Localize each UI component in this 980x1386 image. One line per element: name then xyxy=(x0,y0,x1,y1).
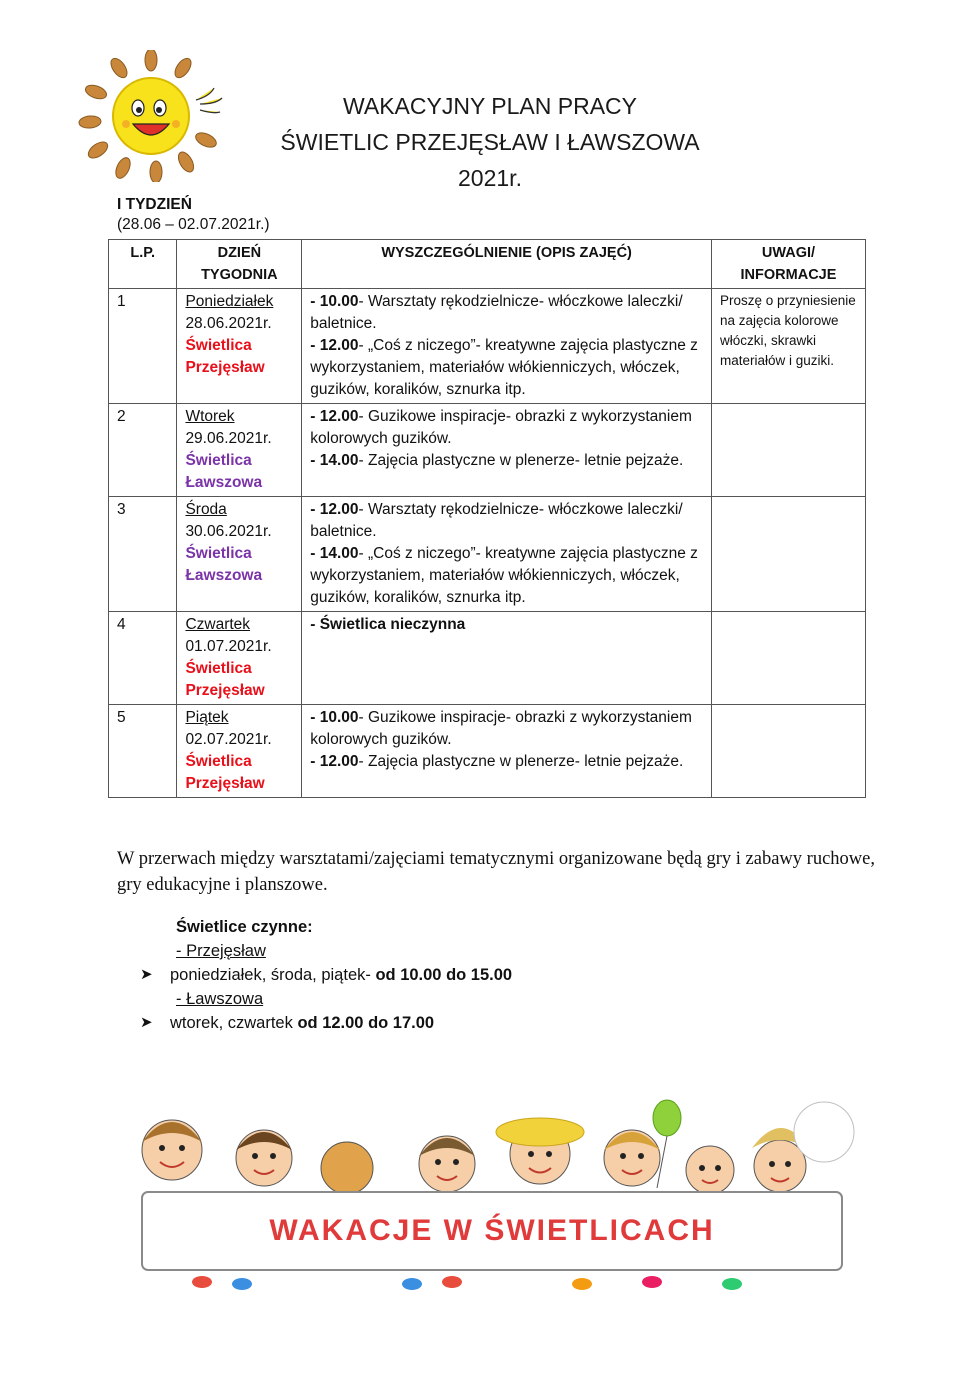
cell-lp: 4 xyxy=(109,612,177,705)
day-date: 29.06.2021r. xyxy=(185,430,272,447)
cell-description xyxy=(302,612,712,705)
cell-description xyxy=(302,497,712,612)
cell-description xyxy=(302,404,712,497)
cell-lp: 5 xyxy=(109,705,177,798)
schedule-table xyxy=(108,239,866,798)
hours-days: wtorek, czwartek xyxy=(170,1014,298,1032)
week-range: (28.06 – 02.07.2021r.) xyxy=(117,216,270,233)
table-row xyxy=(109,289,866,404)
hours-heading: Świetlice czynne: xyxy=(176,918,313,936)
day-name: Czwartek xyxy=(185,616,251,633)
children-feet xyxy=(192,1276,742,1290)
hours-days: poniedziałek, środa, piątek- xyxy=(170,966,376,984)
hours-item-przejeslaw xyxy=(140,963,512,987)
cell-notes xyxy=(711,404,865,497)
hours-time: od 10.00 do 15.00 xyxy=(375,966,513,984)
activity: - 10.00- Warsztaty rękodzielnicze- włóczkowe laleczki/ baletnice. xyxy=(310,293,683,332)
cell-day xyxy=(177,289,302,404)
activity: - 14.00- Zajęcia plastyczne w plenerze- letnie pejzaże. xyxy=(310,452,684,469)
day-location: Świetlica Przejęsław xyxy=(185,337,265,376)
hours-item-lawszowa xyxy=(140,1011,512,1035)
header-description: WYSZCZEGÓLNIENIE (OPIS ZAJĘĆ) xyxy=(302,240,712,289)
title-line-3: 2021r. xyxy=(458,165,522,191)
table-row xyxy=(109,404,866,497)
document-title xyxy=(240,88,740,196)
day-name: Środa xyxy=(185,501,227,518)
location-przejeslaw: - Przejęsław xyxy=(176,942,266,960)
sun-hands xyxy=(196,88,222,113)
cell-day xyxy=(177,497,302,612)
table-row xyxy=(109,497,866,612)
day-date: 30.06.2021r. xyxy=(185,523,272,540)
title-line-2: ŚWIETLIC PRZEJĘSŁAW I ŁAWSZOWA xyxy=(280,129,700,155)
cell-notes xyxy=(711,705,865,798)
day-location: Świetlica Ławszowa xyxy=(185,545,263,584)
cell-notes: Proszę o przyniesienie na zajęcia kolorowe włóczki, skrawki materiałów i guziki. xyxy=(711,289,865,404)
cell-notes xyxy=(711,497,865,612)
day-date: 02.07.2021r. xyxy=(185,731,272,748)
day-date: 01.07.2021r. xyxy=(185,638,272,655)
table-row xyxy=(109,705,866,798)
activity: - 14.00- „Coś z niczego”- kreatywne zajęcia plastyczne z wykorzystaniem, materiałów włókienniczych, włóczek, guzików, koralików, sznurka itp. xyxy=(310,545,698,606)
activity: - 12.00- Warsztaty rękodzielnicze- włóczkowe laleczki/ baletnice. xyxy=(310,501,683,540)
cell-lp: 1 xyxy=(109,289,177,404)
week-label: I TYDZIEŃ xyxy=(117,196,192,213)
banner-text: WAKACJE W ŚWIETLICACH xyxy=(269,1214,715,1247)
arrow-bullet-icon: ➤ xyxy=(140,966,153,983)
children-heads-illustration xyxy=(142,1100,854,1194)
title-line-1: WAKACYJNY PLAN PRACY xyxy=(343,93,637,119)
day-location: Świetlica Przejęsław xyxy=(185,660,265,699)
header-notes: UWAGI/ INFORMACJE xyxy=(711,240,865,289)
sun-illustration xyxy=(78,50,224,182)
cell-day xyxy=(177,404,302,497)
header-lp: L.P. xyxy=(109,240,177,289)
activity: - 12.00- Zajęcia plastyczne w plenerze- letnie pejzaże. xyxy=(310,753,684,770)
cell-day xyxy=(177,705,302,798)
table-header-row xyxy=(109,240,866,289)
activity: - 12.00- Guzikowe inspiracje- obrazki z wykorzystaniem kolorowych guzików. xyxy=(310,408,692,447)
opening-hours xyxy=(140,915,512,1035)
day-date: 28.06.2021r. xyxy=(185,315,272,332)
activity: - 12.00- „Coś z niczego”- kreatywne zajęcia plastyczne z wykorzystaniem, materiałów włókienniczych, włóczek, guzików, koralików, sznurka itp. xyxy=(310,337,698,398)
cell-lp: 2 xyxy=(109,404,177,497)
location-lawszowa: - Ławszowa xyxy=(176,990,264,1008)
activity: - Świetlica nieczynna xyxy=(310,616,466,633)
day-location: Świetlica Przejęsław xyxy=(185,753,265,792)
day-name: Wtorek xyxy=(185,408,235,425)
cell-description xyxy=(302,289,712,404)
cell-day xyxy=(177,612,302,705)
cell-description xyxy=(302,705,712,798)
table-row xyxy=(109,612,866,705)
day-name: Piątek xyxy=(185,709,229,726)
cell-lp: 3 xyxy=(109,497,177,612)
sun-face xyxy=(113,78,189,154)
vacation-banner xyxy=(112,1092,872,1298)
day-name: Poniedziałek xyxy=(185,293,274,310)
day-location: Świetlica Ławszowa xyxy=(185,452,263,491)
arrow-bullet-icon: ➤ xyxy=(140,1014,153,1031)
header-day: DZIEŃ TYGODNIA xyxy=(177,240,302,289)
activity: - 10.00- Guzikowe inspiracje- obrazki z wykorzystaniem kolorowych guzików. xyxy=(310,709,692,748)
info-paragraph: W przerwach między warsztatami/zajęciami tematycznymi organizowane będą gry i zabawy ruchowe, gry edukacyjne i planszowe. xyxy=(117,849,875,895)
cell-notes xyxy=(711,612,865,705)
hours-time: od 12.00 do 17.00 xyxy=(297,1014,435,1032)
